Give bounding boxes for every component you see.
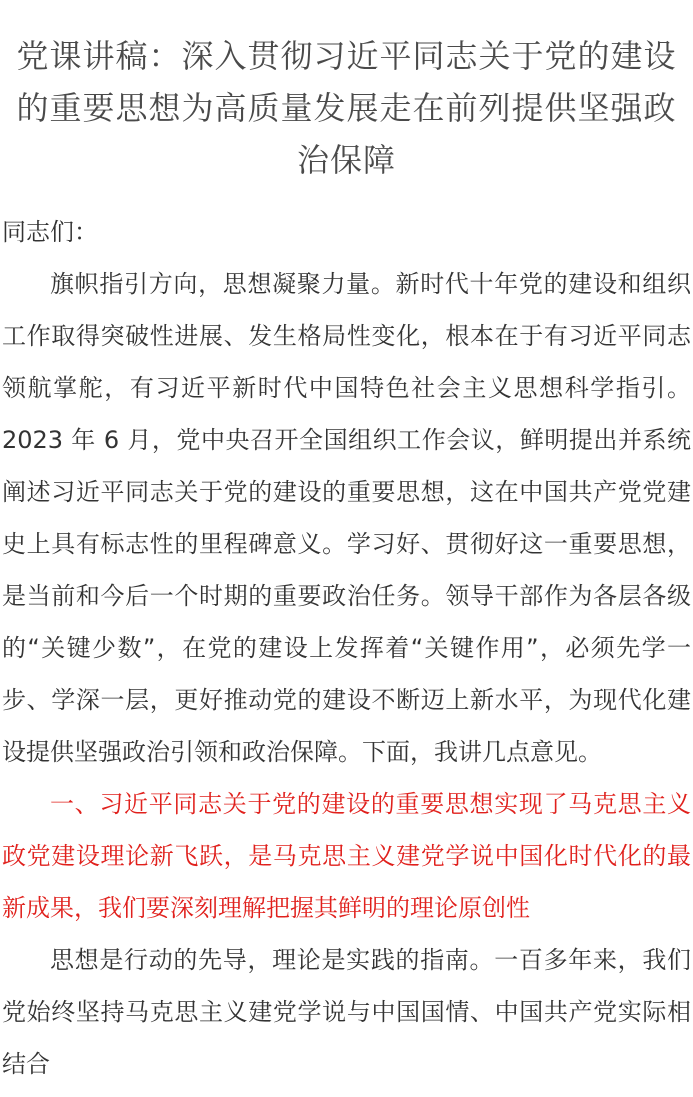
section-heading: 一、习近平同志关于党的建设的重要思想实现了马克思主义政党建设理论新飞跃，是马克思主义建党学说中国化时代化的最新成果，我们要深刻理解把握其鲜明的理论原创性: [2, 790, 691, 922]
section-paragraph: 思想是行动的先导，理论是实践的指南。一百多年来，我们党始终坚持马克思主义建党学说与中国国情、中国共产党实际相结合: [2, 946, 691, 1078]
document-title: 党课讲稿：深入贯彻习近平同志关于党的建设的重要思想为高质量发展走在前列提供坚强政治保障: [16, 37, 677, 179]
salutation: 同志们：: [2, 218, 98, 246]
intro-paragraph: 旗帜指引方向，思想凝聚力量。新时代十年党的建设和组织工作取得突破性进展、发生格局性变化，根本在于有习近平同志领航掌舵，有习近平新时代中国特色社会主义思想科学指引。2023 年 6 月，党中央召开全国组织工作会议，鲜明提出并系统阐述习近平同志关于党的建设的重要思想，这在中国共产党党建史上具有标志性的里程碑意义。学习好、贯彻好这一重要思想，是当前和今后一个时期的重要政治任务。领导干部作为各层各级的“关键少数”，在党的建设上发挥着“关键作用”，必须先学一步、学深一层，更好推动党的建设不断迈上新水平，为现代化建设提供坚强政治引领和政治保障。下面，我讲几点意见。: [2, 270, 691, 766]
